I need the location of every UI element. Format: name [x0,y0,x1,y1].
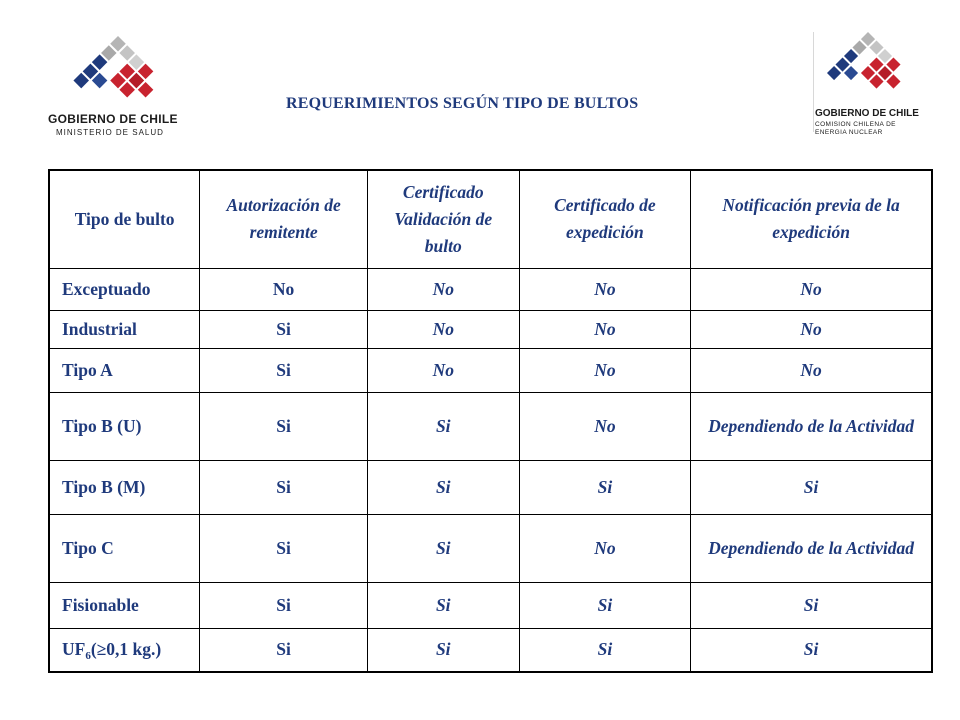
cell-notificacion: No [691,310,932,348]
column-header-validacion: Certificado Validación de bulto [367,170,519,268]
gobierno-de-chile-logo-mark [812,30,924,106]
table-row [49,268,932,310]
cell-tipo: Tipo C [49,514,200,582]
cell-validacion: Si [367,582,519,628]
cell-notificacion: Si [691,628,932,672]
logo-right-line2: COMISION CHILENA DE ENERGIA NUCLEAR [815,121,896,136]
logo-right-line1: GOBIERNO DE CHILE [815,108,919,119]
table-row [49,628,932,672]
table-row [49,460,932,514]
cell-expedicion: Si [519,582,691,628]
column-header-expedicion: Certificado de expedición [519,170,691,268]
logo-gobierno-de-chile-cchen [812,30,924,140]
logo-left-line2: MINISTERIO DE SALUD [56,128,164,137]
cell-expedicion: No [519,310,691,348]
cell-expedicion: Si [519,460,691,514]
cell-tipo-main: UF [62,639,86,660]
cell-tipo: Industrial [49,310,200,348]
cell-expedicion: No [519,348,691,392]
cell-autorizacion: Si [200,514,368,582]
cell-notificacion: No [691,348,932,392]
cell-expedicion: No [519,514,691,582]
table-row [49,310,932,348]
cell-tipo: Tipo A [49,348,200,392]
cell-tipo: Tipo B (U) [49,392,200,460]
cell-validacion: Si [367,514,519,582]
logo-gobierno-de-chile-minsal [44,30,194,140]
cell-notificacion: Dependiendo de la Actividad [691,392,932,460]
cell-tipo: Exceptuado [49,268,200,310]
cell-validacion: Si [367,628,519,672]
cell-autorizacion: Si [200,460,368,514]
column-header-autorizacion: Autorización de remitente [200,170,368,268]
cell-autorizacion: Si [200,628,368,672]
table-header-row [49,170,932,268]
cell-validacion: No [367,348,519,392]
cell-tipo-rest: (≥0,1 kg.) [90,639,162,660]
cell-validacion: No [367,310,519,348]
cell-autorizacion: Si [200,310,368,348]
cell-notificacion: Si [691,582,932,628]
cell-validacion: Si [367,460,519,514]
cell-autorizacion: Si [200,582,368,628]
requirements-table [48,169,933,673]
cell-autorizacion: Si [200,392,368,460]
cell-autorizacion: Si [200,348,368,392]
column-header-tipo: Tipo de bulto [49,170,200,268]
cell-tipo: Tipo B (M) [49,460,200,514]
cell-tipo [49,628,200,672]
table-row [49,348,932,392]
page-title: REQUERIMIENTOS SEGÚN TIPO DE BULTOS [286,95,639,112]
cell-notificacion: Si [691,460,932,514]
table-row [49,514,932,582]
cell-validacion: No [367,268,519,310]
cell-tipo-subscript: 6 [85,650,91,663]
table-row [49,582,932,628]
table-row [49,392,932,460]
cell-validacion: Si [367,392,519,460]
gobierno-de-chile-logo-mark [44,30,194,110]
cell-autorizacion: No [200,268,368,310]
cell-tipo: Fisionable [49,582,200,628]
logo-left-line1: GOBIERNO DE CHILE [48,112,178,126]
column-header-notificacion: Notificación previa de la expedición [691,170,932,268]
cell-expedicion: Si [519,628,691,672]
cell-notificacion: Dependiendo de la Actividad [691,514,932,582]
cell-expedicion: No [519,268,691,310]
cell-expedicion: No [519,392,691,460]
cell-notificacion: No [691,268,932,310]
